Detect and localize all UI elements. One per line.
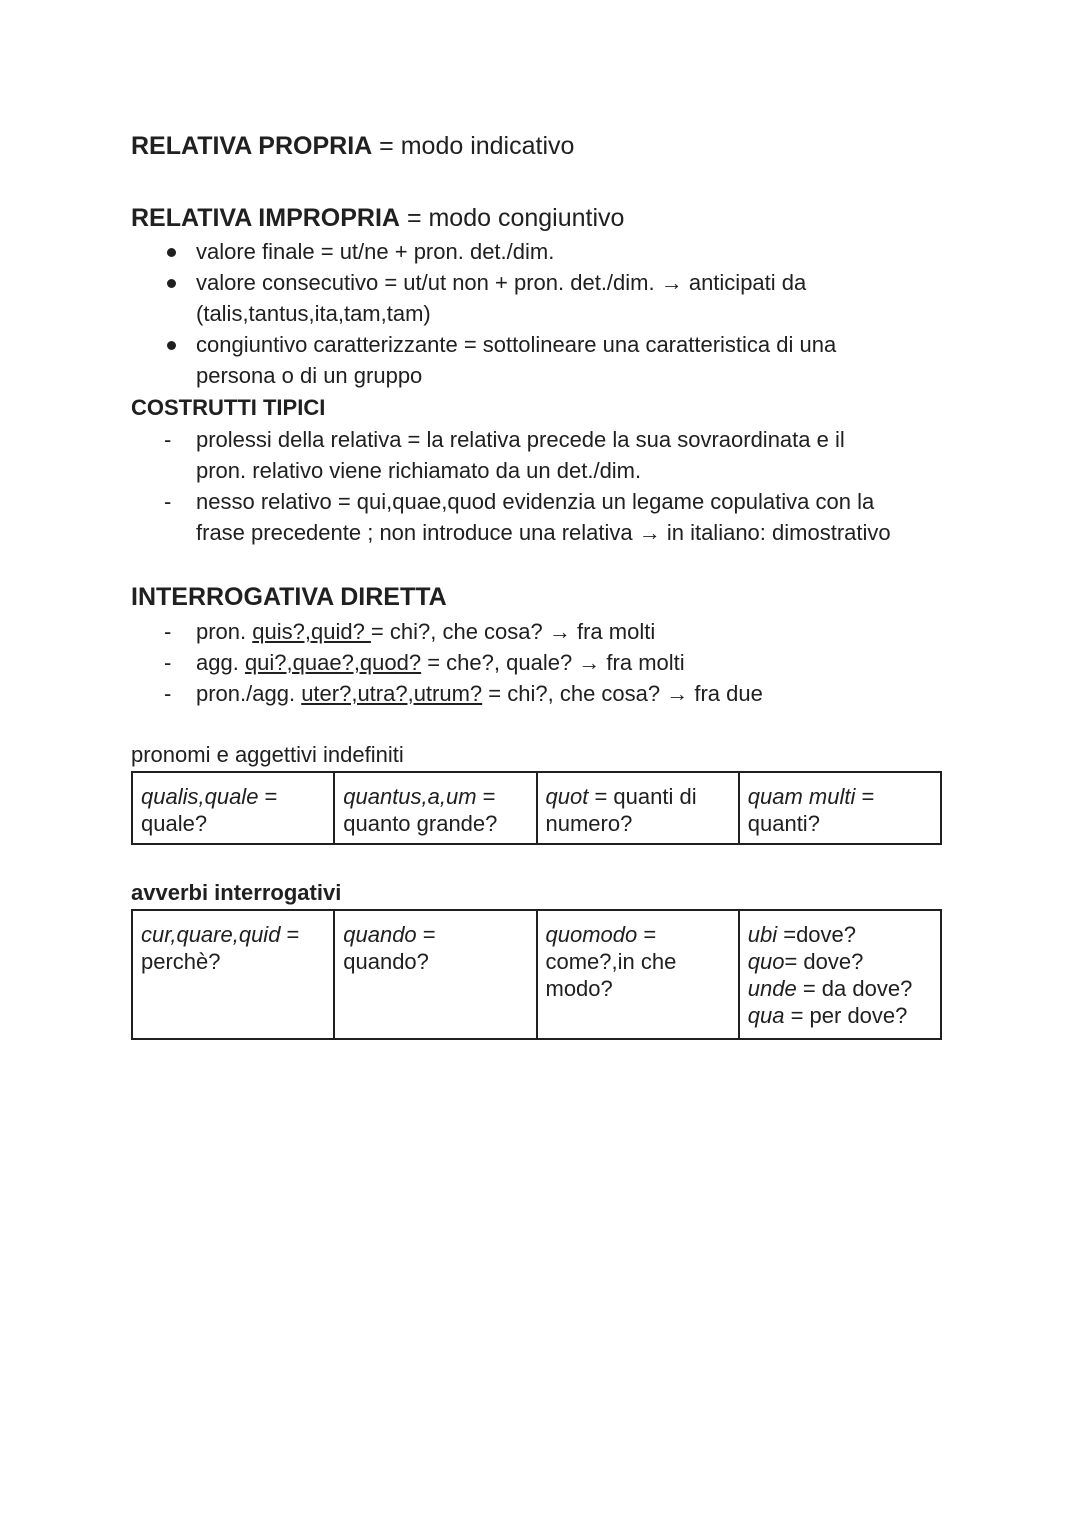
cell-meaning: come?,in che [545,949,677,974]
list-item-text-continued: frase precedente ; non introduce una relativa → in italiano: dimostrativo [196,520,891,545]
list-item-text: valore finale = ut/ne + pron. det./dim. [196,239,555,264]
cell-meaning: quanto grande? [343,811,498,836]
list-item-text: prolessi della relativa = la relativa precede la sua sovraordinata e il [196,427,845,452]
cell-def: = [280,922,300,947]
relativa-impropria-list [131,236,951,391]
list-item-text-continued: pron. relativo viene richiamato da un det./dim. [196,458,642,483]
list-item [131,647,951,678]
interrogativa-list [131,616,951,709]
bullet-dot-icon [167,248,176,257]
table-cell [739,910,941,1039]
item-prefix: pron. [196,619,253,644]
avverbi-table-label: avverbi interrogativi [131,880,342,905]
cell-def: = [637,922,657,947]
avverbi-table [131,909,942,1040]
list-item [131,678,951,709]
cell-term: qua [747,1003,785,1028]
table-row [132,910,941,1039]
item-meaning: = chi?, che cosa? → fra molti [370,619,656,644]
list-item-text: valore consecutivo = ut/ut non + pron. det./dim. → anticipati da [196,270,807,295]
list-item [131,236,951,267]
dash-marker-icon: - [164,619,172,644]
table-cell [739,772,941,844]
cell-term: cur,quare,quid [141,922,281,947]
cell-term: quando [343,922,417,947]
cell-term: quot [545,784,589,809]
item-meaning: = chi?, che cosa? → fra due [482,681,763,706]
table-row [132,772,941,844]
list-item [131,329,951,391]
cell-def: = [855,784,875,809]
cell-def: = da dove? [796,976,913,1001]
cell-meaning: numero? [545,811,633,836]
dash-marker-icon: - [164,427,172,452]
latin-forms: uter?,utra?,utrum? [301,681,483,706]
item-prefix: agg. [196,650,245,675]
list-item-text: nesso relativo = qui,quae,quod evidenzia un legame copulativa con la [196,489,875,514]
cell-term: unde [747,976,797,1001]
cell-term: quantus,a,um [343,784,477,809]
dash-marker-icon: - [164,489,172,514]
relativa-propria-rest: = modo indicativo [379,132,575,160]
cell-meaning: quale? [141,811,208,836]
cell-def: = per dove? [784,1003,908,1028]
relativa-impropria-heading [131,203,624,233]
cell-term: quam multi [747,784,856,809]
list-item-text: congiuntivo caratterizzante = sottolineare una caratteristica di una [196,332,837,357]
cell-def: =dove? [777,922,857,947]
cell-term: quo [747,949,785,974]
relativa-propria-heading [131,131,574,161]
cell-meaning: quando? [343,949,429,974]
pronomi-table [131,771,942,845]
cell-term: ubi [747,922,778,947]
cell-def: = [416,922,436,947]
cell-def: = [476,784,496,809]
cell-meaning: quanti? [747,811,820,836]
cell-term: quomodo [545,922,638,947]
relativa-impropria-title: RELATIVA IMPROPRIA [131,204,400,232]
costrutti-tipici-heading: COSTRUTTI TIPICI [131,395,326,420]
bullet-dot-icon [167,279,176,288]
table-cell [334,910,536,1039]
list-item [131,486,951,548]
table-cell [537,910,739,1039]
cell-def: = quanti di [588,784,697,809]
table-cell [132,772,334,844]
interrogativa-diretta-heading: INTERROGATIVA DIRETTA [131,583,447,611]
cell-meaning: modo? [545,976,613,1001]
bullet-dot-icon [167,341,176,350]
table-cell [334,772,536,844]
item-prefix: pron./agg. [196,681,302,706]
cell-def: = dove? [784,949,864,974]
pronomi-table-label: pronomi e aggettivi indefiniti [131,742,404,767]
item-meaning: = che?, quale? → fra molti [421,650,685,675]
relativa-impropria-rest: = modo congiuntivo [406,204,625,232]
cell-meaning: perchè? [141,949,221,974]
table-cell [537,772,739,844]
dash-marker-icon: - [164,681,172,706]
list-item [131,267,951,329]
costrutti-list [131,424,951,548]
dash-marker-icon: - [164,650,172,675]
list-item-text-continued: persona o di un gruppo [196,363,423,388]
cell-def: = [258,784,278,809]
list-item-text-continued: (talis,tantus,ita,tam,tam) [196,301,431,326]
list-item [131,616,951,647]
list-item [131,424,951,486]
table-cell [132,910,334,1039]
relativa-propria-title: RELATIVA PROPRIA [131,132,373,160]
latin-forms: qui?,quae?,quod? [244,650,422,675]
cell-term: qualis,quale [141,784,259,809]
latin-forms: quis?,quid? [252,619,371,644]
